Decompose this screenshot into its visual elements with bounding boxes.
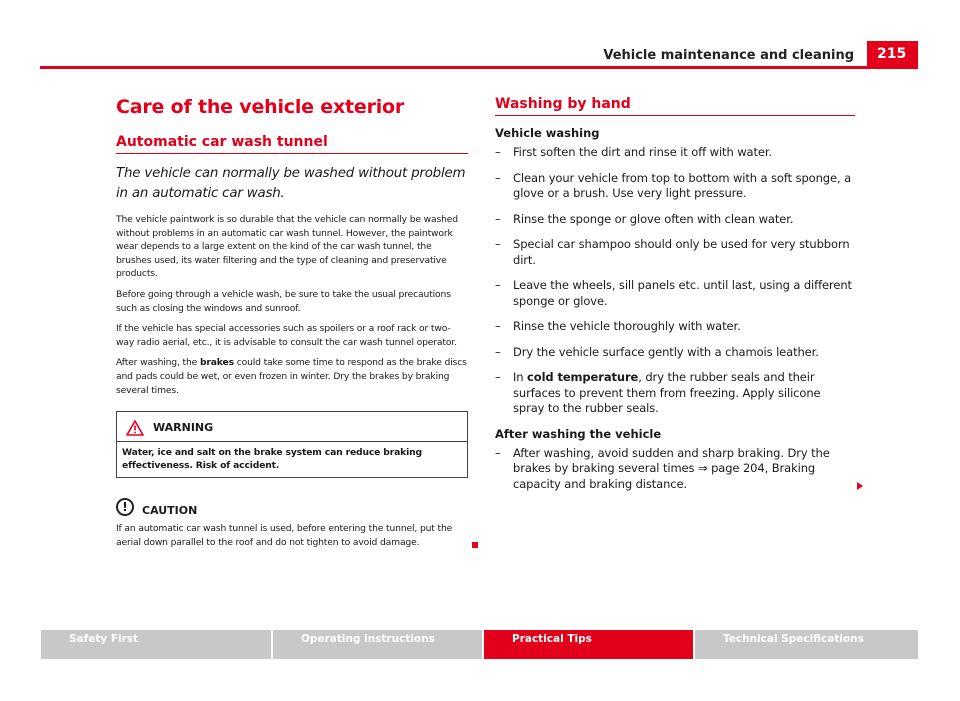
caution-text: If an automatic car wash tunnel is used, before entering the tunnel, put the aerial down parallel to the roof and do not tighten to avoid damage. <box>116 523 453 548</box>
list-item-text: After washing, avoid sudden and sharp braking. Dry the brakes by braking several times ⇒ page 204, Braking capacity and braking distance. <box>513 445 830 491</box>
keyword-cold-temperature: cold temperature <box>527 370 639 384</box>
section-end-icon <box>472 542 478 548</box>
paragraph: If the vehicle has special accessories such as spoilers or a roof rack or two-way radio aerial, etc., it is advisable to consult the car wash tunnel operator. <box>116 323 457 348</box>
caution-header <box>116 498 468 520</box>
list-item <box>495 319 855 335</box>
list-item-text: Rinse the vehicle thoroughly with water. <box>513 319 741 333</box>
warning-triangle-icon <box>126 420 144 436</box>
list-item-text: Dry the vehicle surface gently with a chamois leather. <box>513 344 819 359</box>
list-item <box>495 345 855 361</box>
subsection-heading: Washing by hand <box>495 96 855 116</box>
list-item <box>495 145 855 161</box>
tab-practical-tips[interactable]: Practical Tips <box>482 630 693 659</box>
page-header <box>0 0 960 70</box>
paragraph-text: could take some time to respond as the brake discs and pads could be wet, or even frozen in winter. Dry the brakes by braking several times. <box>116 357 467 396</box>
header-title: Vehicle maintenance and cleaning <box>603 48 854 63</box>
list-dash: – <box>495 145 501 159</box>
list-item <box>495 446 855 493</box>
header-rule <box>40 66 918 69</box>
caution-title: CAUTION <box>142 504 198 518</box>
list-item-text: Clean your vehicle from top to bottom with a soft sponge, a glove or a brush. Use very light pressure. <box>513 170 852 200</box>
lead-text: The vehicle can normally be washed without problem in an automatic car wash. <box>116 166 466 201</box>
list-heading: After washing the vehicle <box>495 426 662 441</box>
tab-technical-specifications[interactable]: Technical Specifications <box>693 630 918 659</box>
tab-safety-first[interactable]: Safety First <box>41 630 271 659</box>
list-dash: – <box>495 278 501 292</box>
list-dash: – <box>495 237 501 251</box>
list-item <box>495 237 855 268</box>
list-item-text: First soften the dirt and rinse it off with water. <box>513 145 772 159</box>
footer-nav <box>41 630 918 659</box>
warning-title: WARNING <box>153 421 214 435</box>
after-washing-list <box>495 446 855 493</box>
list-dash: – <box>495 344 501 359</box>
warning-box <box>116 411 468 478</box>
section-heading: Care of the vehicle exterior <box>116 96 405 118</box>
caution-circle-icon: ! <box>116 498 134 516</box>
paragraph <box>116 356 468 397</box>
warning-header <box>117 412 467 442</box>
continued-arrow-icon <box>857 482 863 490</box>
list-item <box>495 278 855 309</box>
list-item-text: Rinse the sponge or glove often with clean water. <box>513 211 794 226</box>
paragraph: The vehicle paintwork is so durable that the vehicle can normally be washed without problems in an automatic car wash tunnel. However, the paintwork wear depends to a large extent on the kind of the car wash tunnel, the brushes used, its water filtering and the type of cleaning and preservative products. <box>116 214 458 280</box>
list-dash: – <box>495 170 501 185</box>
page-number: 215 <box>867 41 918 67</box>
list-item <box>495 171 855 202</box>
list-item-text: In <box>513 370 528 384</box>
list-dash: – <box>495 370 501 384</box>
caution-box <box>116 522 468 549</box>
warning-text: Water, ice and salt on the brake system can reduce braking effectiveness. Risk of accident. <box>122 447 422 472</box>
list-heading: Vehicle washing <box>495 126 600 140</box>
right-column <box>495 96 855 502</box>
keyword-brakes: brakes <box>199 357 234 369</box>
paragraph: Before going through a vehicle wash, be sure to take the usual precautions such as closing the windows and sunroof. <box>116 288 451 314</box>
list-item-text: Leave the wheels, sill panels etc. until last, using a different sponge or glove. <box>513 278 852 308</box>
paragraph-text: After washing, the <box>116 357 200 369</box>
list-dash: – <box>495 211 501 226</box>
tab-operating-instructions[interactable]: Operating instructions <box>271 630 482 659</box>
list-dash: – <box>495 319 501 333</box>
list-item-text: Special car shampoo should only be used for very stubborn dirt. <box>513 237 850 267</box>
washing-steps-list <box>495 145 855 417</box>
list-item <box>495 370 855 417</box>
left-column <box>116 96 468 549</box>
list-item-text: , dry the rubber seals and their surfaces to prevent them from freezing. Apply silicone spray to the rubber seals. <box>513 370 821 415</box>
list-item <box>495 212 855 228</box>
list-dash: – <box>495 445 501 460</box>
subsection-heading: Automatic car wash tunnel <box>116 134 468 154</box>
